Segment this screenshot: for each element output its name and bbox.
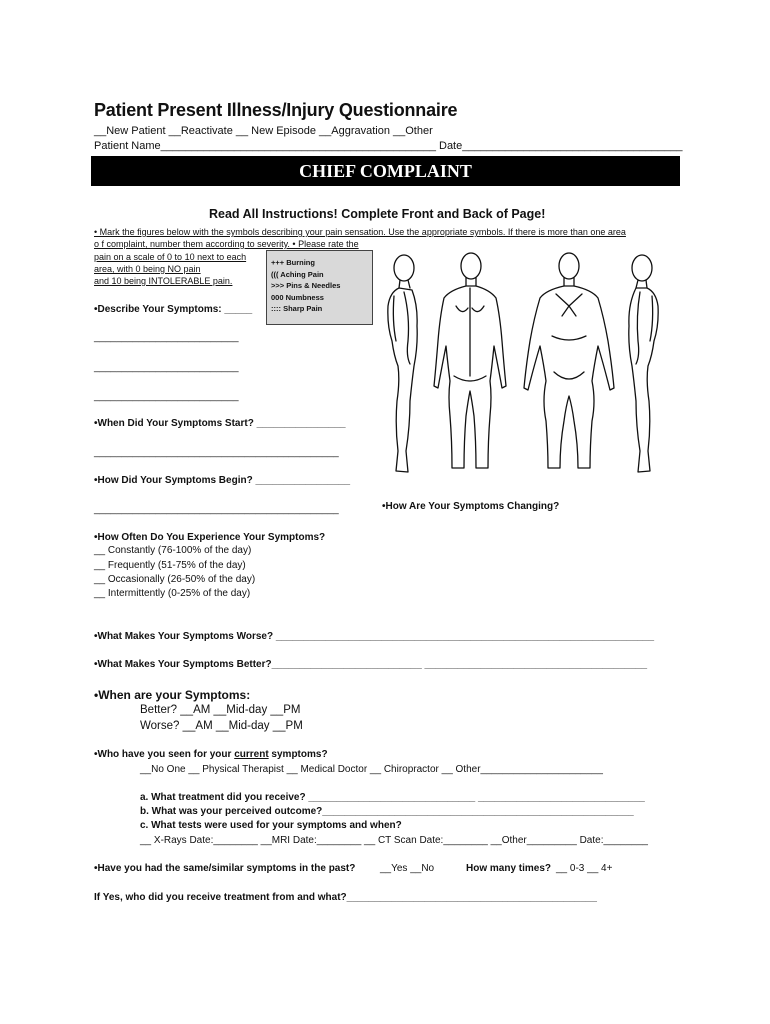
describe-blank-3[interactable]: __________________________	[94, 391, 239, 402]
tests-used-question: c. What tests were used for your symptoms and when?	[140, 820, 402, 831]
who-seen-suffix: symptoms?	[268, 749, 328, 760]
legend-pins-needles: >>> Pins & Needles	[271, 281, 341, 290]
legend-aching: ((( Aching Pain	[271, 269, 324, 279]
same-symptoms-yes-no[interactable]: __Yes __No	[380, 863, 435, 874]
instruction-line: • Mark the figures below with the symbols describing your pain sensation. Use the appropriate symbols. If there is more than one area	[94, 227, 626, 237]
better-question[interactable]: •What Makes Your Symptoms Better?___________________________ ________________________________________	[94, 659, 648, 670]
instruction-line: area, with 0 being NO pain	[94, 264, 201, 274]
who-seen-prefix: •Who have you seen for your	[94, 749, 235, 760]
treatment-received-question[interactable]: a. What treatment did you receive? ______________________________ ______________________________	[140, 792, 645, 803]
body-figure-back[interactable]	[434, 253, 506, 468]
body-figure-front[interactable]	[524, 253, 614, 468]
freq-option-occasionally[interactable]: __ Occasionally (26-50% of the day)	[94, 574, 256, 585]
how-begin-blank[interactable]: ____________________________________________	[94, 504, 339, 515]
visit-type-line[interactable]: __New Patient __Reactivate __ New Episode __Aggravation __Other	[94, 125, 433, 137]
freq-option-intermittently[interactable]: __ Intermittently (0-25% of the day)	[94, 588, 251, 599]
legend-burning: +++ Burning	[271, 258, 315, 267]
pain-symbol-legend	[266, 250, 373, 325]
how-often-question: •How Often Do You Experience Your Symptoms?	[94, 532, 326, 543]
worse-question[interactable]: •What Makes Your Symptoms Worse? ____________________________________________________________________	[94, 631, 655, 642]
when-start-question[interactable]: •When Did Your Symptoms Start? ________________	[94, 418, 346, 429]
page-title: Patient Present Illness/Injury Questionnaire	[94, 100, 458, 120]
instruction-line: pain on a scale of 0 to 10 next to each	[94, 252, 247, 262]
if-yes-treatment-question[interactable]: If Yes, who did you receive treatment from and what?_____________________________________________	[94, 892, 597, 903]
freq-option-frequently[interactable]: __ Frequently (51-75% of the day)	[94, 560, 246, 571]
worse-time-options[interactable]: Worse? __AM __Mid-day __PM	[140, 720, 303, 732]
instruction-line: o f complaint, number them according to severity. • Please rate the	[94, 239, 359, 249]
instruction-line: and 10 being INTOLERABLE pain.	[94, 276, 233, 286]
describe-blank-1[interactable]: __________________________	[94, 332, 239, 343]
describe-blank-2[interactable]: __________________________	[94, 362, 239, 373]
how-many-times-options[interactable]: __ 0-3 __ 4+	[556, 863, 613, 874]
patient-name-line[interactable]: Patient Name_____________________________________________ Date____________________________________	[94, 140, 683, 152]
same-symptoms-question: •Have you had the same/similar symptoms in the past?	[94, 863, 356, 874]
who-seen-current: current	[234, 749, 269, 760]
how-many-times-label: How many times?	[466, 863, 552, 874]
how-changing-question[interactable]: •How Are Your Symptoms Changing?	[382, 501, 560, 512]
test-date-fields[interactable]: __ X-Rays Date:________ __MRI Date:________ __ CT Scan Date:________ __Other_________ Date:________	[140, 835, 648, 846]
when-are-symptoms-label: •When are your Symptoms:	[94, 688, 251, 702]
body-figure-side-left[interactable]	[388, 255, 417, 472]
better-time-options[interactable]: Better? __AM __Mid-day __PM	[140, 704, 301, 716]
freq-option-constantly[interactable]: __ Constantly (76-100% of the day)	[94, 545, 252, 556]
provider-options[interactable]: __No One __ Physical Therapist __ Medical Doctor __ Chiropractor __ Other______________________	[140, 764, 603, 775]
when-start-blank[interactable]: ____________________________________________	[94, 447, 339, 458]
describe-symptoms-label[interactable]: •Describe Your Symptoms: _____	[94, 304, 253, 315]
instructions-heading: Read All Instructions! Complete Front and Back of Page!	[209, 207, 546, 221]
body-figure-side-right[interactable]	[629, 255, 658, 472]
how-begin-question[interactable]: •How Did Your Symptoms Begin? _________________	[94, 475, 351, 486]
chief-complaint-banner: CHIEF COMPLAINT	[91, 156, 680, 186]
legend-sharp-pain: :::: Sharp Pain	[271, 304, 323, 313]
legend-numbness: 000 Numbness	[271, 292, 324, 302]
body-diagram-figures[interactable]	[370, 246, 670, 486]
who-seen-question	[94, 749, 328, 760]
perceived-outcome-question[interactable]: b. What was your perceived outcome?________________________________________________________	[140, 806, 634, 817]
